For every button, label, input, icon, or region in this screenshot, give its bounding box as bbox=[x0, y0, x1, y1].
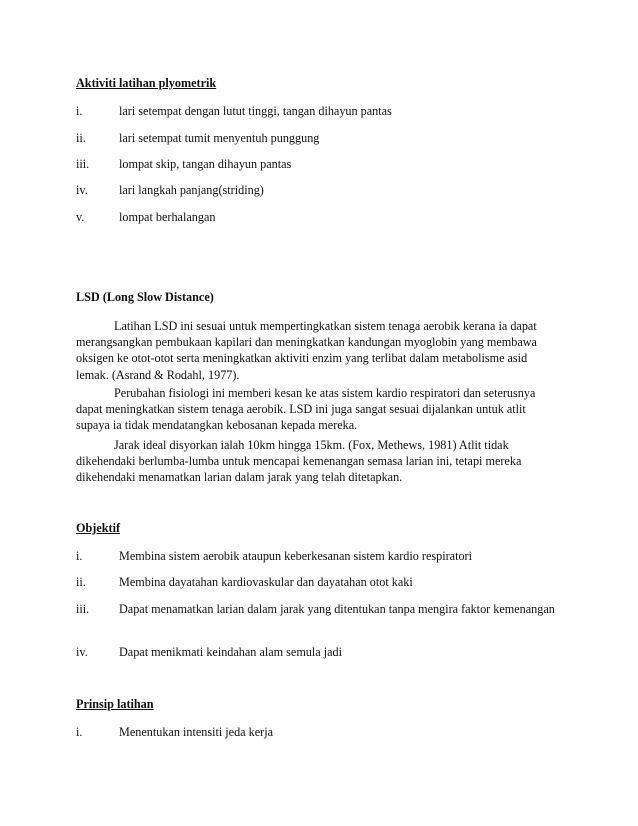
list-number: iv. bbox=[76, 183, 88, 197]
heading-lsd: LSD (Long Slow Distance) bbox=[76, 290, 214, 304]
heading-prinsip: Prinsip latihan bbox=[76, 697, 154, 711]
list-number: ii. bbox=[76, 575, 86, 589]
list-text: lari setempat tumit menyentuh punggung bbox=[119, 131, 320, 145]
list-text: lari langkah panjang(striding) bbox=[119, 183, 264, 197]
list-text: Membina sistem aerobik ataupun keberkesanan sistem kardio respiratori bbox=[119, 549, 472, 563]
list-text: Membina dayatahan kardiovaskular dan dayatahan otot kaki bbox=[119, 575, 413, 589]
list-number: iv. bbox=[76, 645, 88, 659]
list-number: iii. bbox=[76, 157, 90, 171]
heading-plyometric: Aktiviti latihan plyometrik bbox=[76, 76, 217, 90]
list-number: i. bbox=[76, 549, 83, 563]
list-text: lari setempat dengan lutut tinggi, tangan dihayun pantas bbox=[119, 104, 392, 118]
paragraph: Perubahan fisiologi ini memberi kesan ke atas sistem kardio respiratori dan seterusnya dapat meningkatkan sistem tenaga aerobik. LSD ini juga sangat sesuai dijalankan untuk atlit supaya ia tidak mendatangkan kebosanan kepada mereka. bbox=[76, 386, 536, 433]
list-number: i. bbox=[76, 104, 83, 118]
heading-objektif: Objektif bbox=[76, 521, 121, 535]
list-number: i. bbox=[76, 725, 83, 739]
list-number: ii. bbox=[76, 131, 86, 145]
paragraph: Jarak ideal disyorkan ialah 10km hingga 15km. (Fox, Methews, 1981) Atlit tidak dikehendaki berlumba-lumba untuk mencapai kemenangan semasa larian ini, tetapi mereka dikehendaki menamatkan larian dalam jarak yang telah ditetapkan. bbox=[76, 438, 522, 485]
list-text: Dapat menikmati keindahan alam semula jadi bbox=[119, 645, 343, 659]
list-text: lompat berhalangan bbox=[119, 210, 216, 224]
list-item bbox=[76, 601, 556, 617]
list-number: iii. bbox=[76, 602, 90, 616]
list-text: Dapat menamatkan larian dalam jarak yang ditentukan tanpa mengira faktor kemenangan bbox=[119, 602, 555, 616]
list-text: Menentukan intensiti jeda kerja bbox=[119, 725, 273, 739]
list-text: lompat skip, tangan dihayun pantas bbox=[119, 157, 292, 171]
list-number: v. bbox=[76, 210, 85, 224]
paragraph: Latihan LSD ini sesuai untuk mempertingkatkan sistem tenaga aerobik kerana ia dapat merangsangkan pembukaan kapilari dan meningkatkan kandungan myoglobin yang membawa oksigen ke otot-otot serta meningkatkan aktiviti enzim yang terlibat dalam metabolisme asid lemak. (Asrand & Rodahl, 1977). bbox=[76, 319, 537, 382]
